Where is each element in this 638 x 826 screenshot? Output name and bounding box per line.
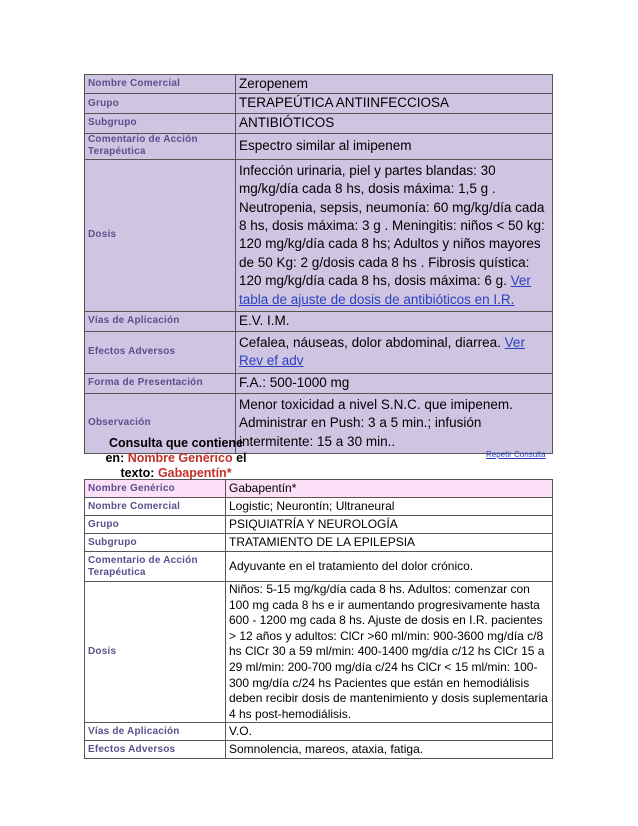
query-text-prefix: texto: — [120, 465, 158, 480]
field-value: PSIQUIATRÍA Y NEUROLOGÍA — [226, 516, 553, 534]
query-mid: el — [232, 450, 247, 465]
field-value: Adyuvante en el tratamiento del dolor crónico. — [226, 552, 553, 582]
query-prefix: en: — [105, 450, 128, 465]
field-value — [236, 331, 553, 373]
field-label: Vías de Aplicación — [85, 723, 226, 741]
query-line-1: Consulta que contiene — [108, 436, 244, 450]
drug-table-gabapentin — [84, 479, 553, 759]
query-term: Gabapentín* — [157, 465, 232, 480]
field-value: Espectro similar al imipenem — [236, 133, 553, 159]
query-field: Nombre Genérico — [127, 450, 233, 465]
field-label: Observación — [85, 393, 236, 453]
repeat-query-link[interactable]: Repetir Consulta — [486, 450, 546, 459]
field-label: Efectos Adversos — [85, 741, 226, 759]
field-label: Comentario de Acción Terapéutica — [85, 133, 236, 159]
field-label: Grupo — [85, 516, 226, 534]
drug-table-zeropenem — [84, 74, 553, 454]
field-label: Nombre Genérico — [85, 480, 226, 498]
field-value: Niños: 5-15 mg/kg/día cada 8 hs. Adultos: comenzar con 100 mg cada 8 hs e ir aumentando progresivamente hasta 600 - 1200 mg cada 8 hs. Ajuste de dosis en I.R. pacientes > 12 años y adultos: ClCr >60 ml/min: 900-3600 mg/día c/8 hs ClCr 30 a 59 ml/min: 400-1400 mg/día c/12 hs ClCr 15 a 29 ml/min: 200-700 mg/día c/24 hs ClCr < 15 ml/min: 100-300 mg/día c/24 hs Pacientes que están en hemodiálisis deben recibir dosis de mantenimiento y dosis suplementaria 4 hs post-hemodiálisis. — [226, 582, 553, 723]
field-label: Subgrupo — [85, 534, 226, 552]
field-value: Menor toxicidad a nivel S.N.C. que imipenem. Administrar en Push: 3 a 5 min.; infusión intermitente: 15 a 30 min.. — [236, 393, 553, 453]
field-value: Somnolencia, mareos, ataxia, fatiga. — [226, 741, 553, 759]
field-label: Efectos Adversos — [85, 331, 236, 373]
field-value: Logistic; Neurontín; Ultraneural — [226, 498, 553, 516]
dosis-text: Infección urinaria, piel y partes blandas: 30 mg/kg/día cada 8 hs, dosis máxima: 1,5 g . Neutropenia, sepsis, neumonía: 60 mg/kg/día cada 8 hs, dosis máxima: 3 g . Meningitis: niños < 50 kg: 120 mg/kg/día cada 8 hs; Adultos y niños mayores de 50 Kg: 2 g/dosis cada 8 hs . Fibrosis quística: 120 mg/kg/día cada 8 hs, dosis máxima: 6 g. — [239, 162, 545, 289]
field-value: V.O. — [226, 723, 553, 741]
query-line-2 — [86, 451, 266, 466]
efectos-adversos-link[interactable]: Ver Rev ef adv — [239, 334, 525, 369]
field-value: E.V. I.M. — [236, 311, 553, 331]
field-label: Comentario de Acción Terapéutica — [85, 552, 226, 582]
ajuste-dosis-link[interactable]: Ver tabla de ajuste de dosis de antibióticos en I.R. — [239, 273, 531, 307]
field-label: Forma de Presentación — [85, 373, 236, 393]
field-value: TERAPEÚTICA ANTIINFECCIOSA — [236, 94, 553, 113]
query-description — [86, 436, 266, 480]
field-value — [236, 159, 553, 311]
field-label: Nombre Comercial — [85, 498, 226, 516]
field-label: Subgrupo — [85, 113, 236, 133]
field-label: Dosis — [85, 159, 236, 311]
field-label: Grupo — [85, 94, 236, 113]
field-value: F.A.: 500-1000 mg — [236, 373, 553, 393]
field-value: TRATAMIENTO DE LA EPILEPSIA — [226, 534, 553, 552]
field-label: Vías de Aplicación — [85, 311, 236, 331]
field-value: ANTIBIÓTICOS — [236, 113, 553, 133]
field-label: Dosis — [85, 582, 226, 723]
field-label: Nombre Comercial — [85, 75, 236, 94]
field-value: Zeropenem — [236, 75, 553, 94]
efectos-text: Cefalea, náuseas, dolor abdominal, diarrea. — [239, 334, 505, 350]
field-value: Gabapentín* — [226, 480, 553, 498]
